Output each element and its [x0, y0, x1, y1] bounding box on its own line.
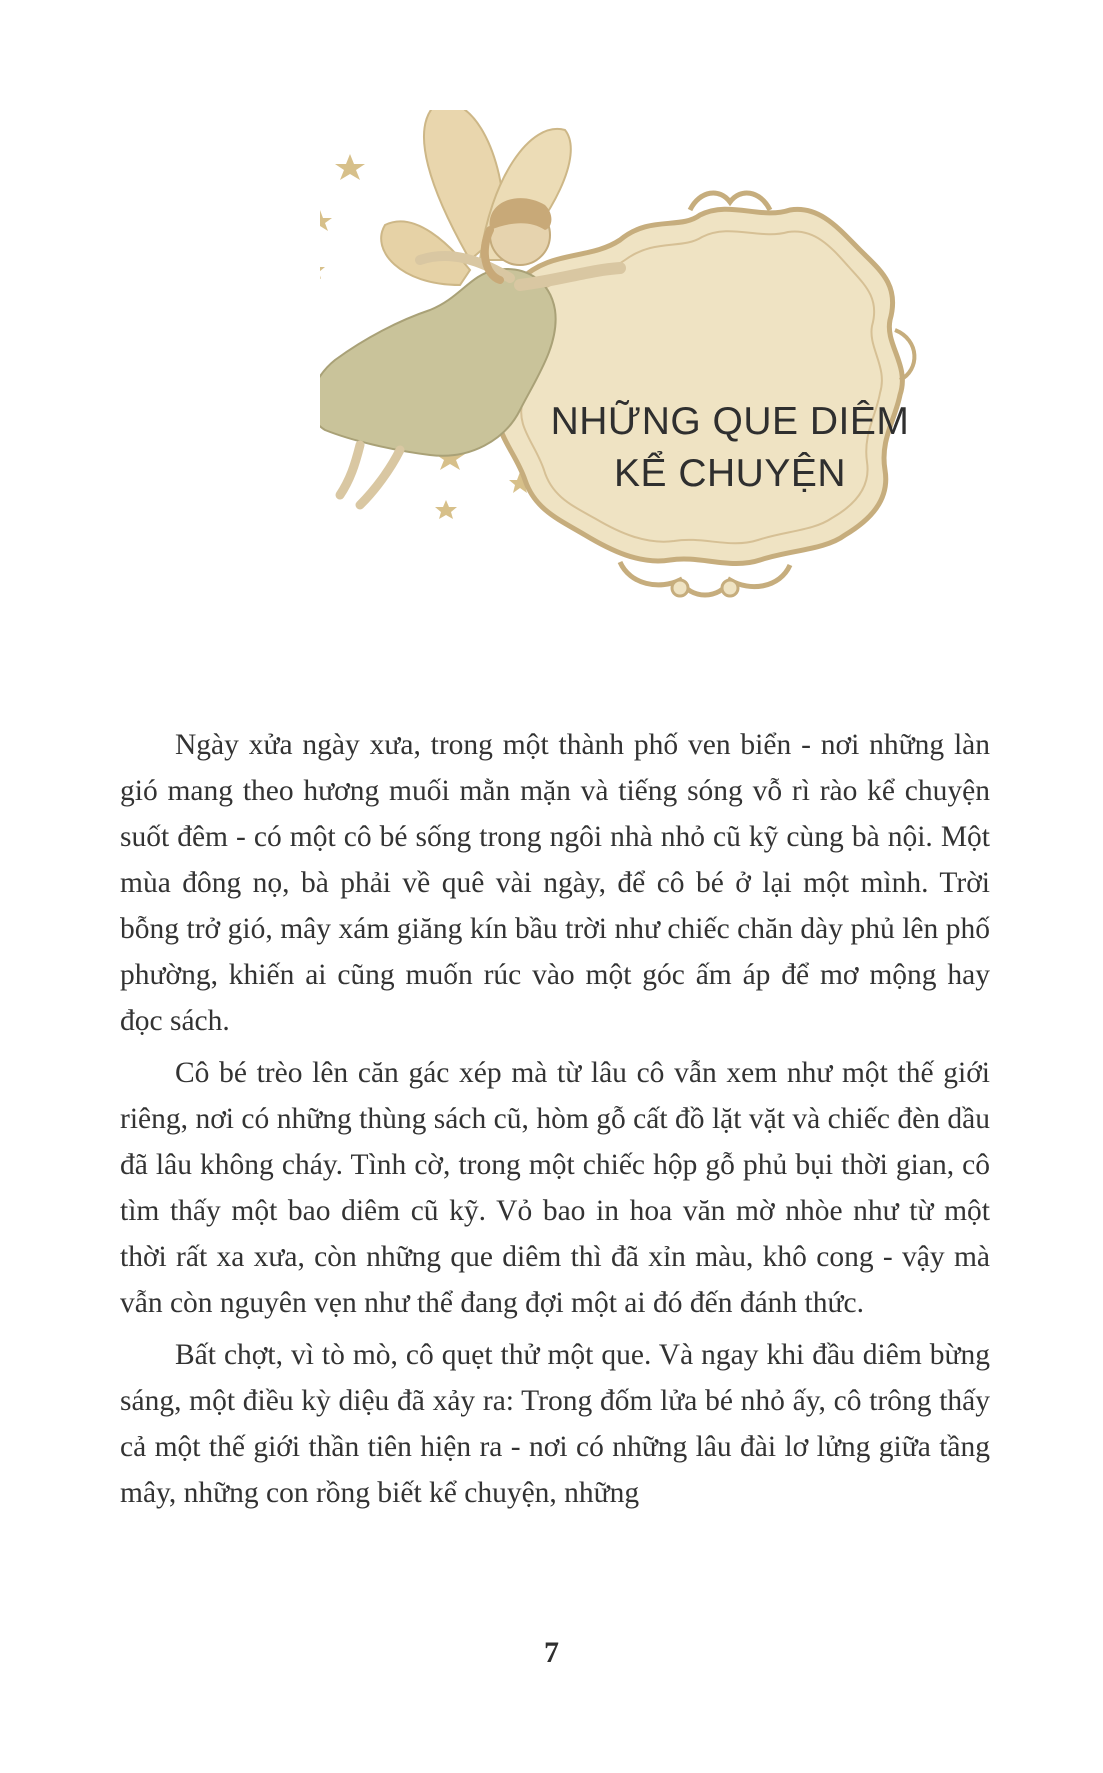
star-icon	[335, 154, 365, 180]
star-icon	[435, 500, 457, 519]
paragraph: Ngày xửa ngày xưa, trong một thành phố ven biển - nơi những làn gió mang theo hương muối mằn mặn và tiếng sóng vỗ rì rào kể chuyện suốt đêm - có một cô bé sống trong ngôi nhà nhỏ cũ kỹ cùng bà nội. Một mùa đông nọ, bà phải về quê vài ngày, để cô bé ở lại một mình. Trời bỗng trở gió, mây xám giăng kín bầu trời như chiếc chăn dày phủ lên phố phường, khiến ai cũng muốn rúc vào một góc ấm áp để mơ mộng hay đọc sách.	[120, 729, 990, 1037]
chapter-title-line-1: NHỮNG QUE DIÊM	[550, 400, 910, 443]
paragraph: Cô bé trèo lên căn gác xép mà từ lâu cô vẫn xem như một thế giới riêng, nơi có những thùng sách cũ, hòm gỗ cất đồ lặt vặt và chiếc đèn dầu đã lâu không cháy. Tình cờ, trong một chiếc hộp gỗ phủ bụi thời gian, cô tìm thấy một bao diêm cũ kỹ. Vỏ bao in hoa văn mờ nhòe như từ một thời rất xa xưa, còn những que diêm thì đã xỉn màu, khô cong - vậy mà vẫn còn nguyên vẹn như thể đang đợi một ai đó đến đánh thức.	[120, 1057, 990, 1319]
chapter-title-line-2: KỂ CHUYỆN	[613, 452, 847, 495]
story-body	[120, 722, 990, 1522]
star-icon	[320, 260, 325, 279]
page-number: 7	[544, 1636, 559, 1669]
star-icon	[320, 210, 332, 231]
paragraph: Bất chợt, vì tò mò, cô quẹt thử một que. Và ngay khi đầu diêm bừng sáng, một điều kỳ diệu đã xảy ra: Trong đốm lửa bé nhỏ ấy, cô trông thấy cả một thế giới thần tiên hiện ra - nơi có những lâu đài lơ lửng giữa tầng mây, những con rồng biết kể chuyện, những	[120, 1339, 990, 1509]
chapter-title	[550, 396, 910, 500]
chapter-header-illustration	[320, 110, 1000, 670]
